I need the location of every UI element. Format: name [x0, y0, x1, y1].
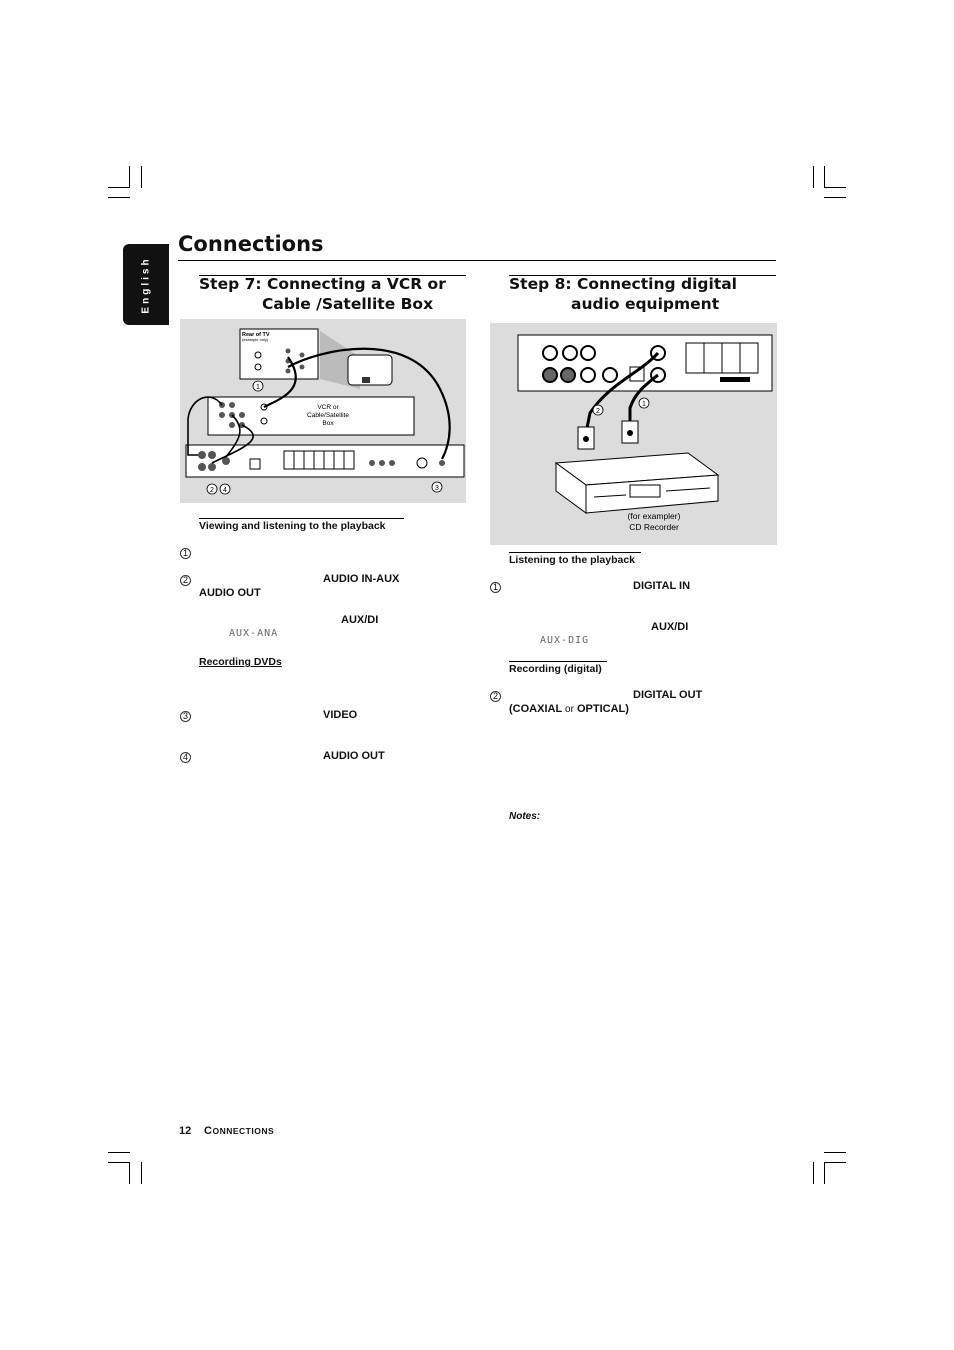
crop-mark — [108, 1152, 130, 1153]
recording-dvds-subheading: Recording DVDs — [199, 656, 282, 668]
tv-jack — [300, 353, 305, 358]
crop-mark — [141, 1162, 142, 1184]
or-text: or — [565, 704, 574, 715]
dvd-jack — [561, 368, 575, 382]
recording-digital-subheading: Recording (digital) — [509, 663, 602, 675]
digital-audio-figure — [490, 323, 777, 545]
page-title: Connections — [178, 232, 324, 256]
crop-mark — [824, 166, 825, 188]
step8-heading-line1: Step 8: Connecting digital — [509, 275, 737, 293]
crop-mark — [824, 1152, 846, 1153]
footer-section-title — [204, 1125, 274, 1137]
aux-dig-display: AUX-DIG — [540, 635, 590, 646]
audio-out-keyword-2: AUDIO OUT — [323, 750, 385, 762]
playback-subheading-rule — [199, 518, 404, 519]
vcr-box-label-line1: VCR or — [317, 404, 339, 411]
listening-subheading: Listening to the playback — [509, 554, 636, 566]
aux-di-keyword: AUX/DI — [341, 614, 379, 626]
vcr-jack — [219, 412, 225, 418]
step8-heading-line2: audio equipment — [571, 295, 720, 313]
dvd-svideo-jack — [417, 458, 427, 468]
rca-plug-tip — [627, 430, 633, 436]
crop-mark — [824, 187, 846, 188]
cd-recorder-label-line1: (for exampler) — [627, 511, 681, 521]
callout-3-label: 3 — [435, 485, 439, 492]
aux-ana-display: AUX-ANA — [229, 628, 279, 639]
crop-mark — [824, 1162, 846, 1163]
audio-out-keyword: AUDIO OUT — [199, 587, 261, 599]
tv-jack — [255, 364, 261, 370]
dvd-label-strip — [720, 377, 750, 382]
tv-connector — [362, 377, 370, 383]
step7-item2-number: 2 — [180, 575, 191, 586]
rca-plug-tip — [583, 436, 589, 442]
dvd-jack — [208, 463, 216, 471]
crop-mark — [141, 166, 142, 188]
listening-subheading-rule — [509, 552, 641, 553]
dvd-jack — [198, 463, 206, 471]
video-keyword: VIDEO — [323, 709, 358, 721]
vcr-box-label-line2: Cable/Satellite — [307, 412, 349, 419]
vcr-jack — [229, 422, 235, 428]
tv-jack — [286, 349, 291, 354]
cd-recorder-label-line2: CD Recorder — [629, 522, 679, 532]
crop-mark — [108, 1162, 130, 1163]
step7-item3-number: 3 — [180, 711, 191, 722]
crop-mark — [813, 166, 814, 188]
optical-keyword: OPTICAL) — [577, 703, 629, 715]
vcr-connection-figure — [180, 319, 466, 503]
crop-mark — [824, 1162, 825, 1184]
dvd-jack — [379, 460, 385, 466]
tv-label: Rear of TV — [242, 332, 270, 338]
recording-digital-subheading-rule — [509, 661, 607, 662]
title-rule — [178, 260, 776, 261]
vcr-connection-diagram — [180, 319, 466, 503]
cd-recorder-display — [630, 485, 660, 497]
dvd-jack — [389, 460, 395, 466]
callout-2-label: 2 — [210, 487, 214, 494]
playback-subheading: Viewing and listening to the playback — [199, 520, 386, 532]
vcr-box-label-line3: Box — [322, 420, 334, 427]
dvd-jack — [543, 368, 557, 382]
crop-mark — [108, 187, 130, 188]
dvd-jack — [369, 460, 375, 466]
page-number: 12 — [179, 1125, 192, 1137]
aux-di-keyword-2: AUX/DI — [651, 621, 689, 633]
dvd-jack — [603, 368, 617, 382]
step8-heading — [509, 274, 779, 314]
footer-section-rest: ONNECTIONS — [212, 1126, 275, 1136]
step7-item1-number: 1 — [180, 548, 191, 559]
tv-jack — [300, 365, 305, 370]
dvd-jack — [581, 346, 595, 360]
step7-heading-line2: Cable /Satellite Box — [262, 295, 434, 313]
footer-section-initial: C — [204, 1125, 213, 1137]
step8-item1-number: 1 — [490, 582, 501, 593]
crop-mark — [129, 166, 130, 188]
dvd-jack — [208, 451, 216, 459]
dvd-optical-port — [250, 459, 260, 469]
crop-mark — [824, 197, 846, 198]
crop-mark — [129, 1162, 130, 1184]
dvd-jack — [581, 368, 595, 382]
language-tab — [123, 244, 169, 325]
step7-heading-line1: Step 7: Connecting a VCR or — [199, 275, 446, 293]
vcr-jack — [239, 412, 245, 418]
callout-1-label: 1 — [256, 384, 260, 391]
notes-label: Notes: — [509, 811, 541, 822]
tv-jack — [286, 369, 291, 374]
dvd-jack — [563, 346, 577, 360]
step7-heading — [199, 274, 469, 314]
vcr-jack — [261, 418, 267, 424]
crop-mark — [108, 197, 130, 198]
language-tab-label: English — [140, 255, 152, 314]
digital-in-keyword: DIGITAL IN — [633, 580, 691, 592]
callout-2-label: 2 — [596, 408, 600, 415]
callout-4-label: 4 — [223, 487, 227, 494]
dvd-jack — [198, 451, 206, 459]
coaxial-keyword: (COAXIAL — [509, 703, 562, 715]
tv-sublabel: (example only) — [242, 337, 269, 342]
digital-audio-diagram — [490, 323, 777, 545]
audio-in-aux-keyword: AUDIO IN-AUX — [323, 573, 400, 585]
vcr-jack — [229, 402, 235, 408]
digital-out-keyword: DIGITAL OUT — [633, 689, 703, 701]
step7-item4-number: 4 — [180, 752, 191, 763]
step8-item2-number: 2 — [490, 691, 501, 702]
crop-mark — [813, 1162, 814, 1184]
tv-jack — [255, 352, 261, 358]
callout-1-label: 1 — [642, 401, 646, 408]
coaxial-optical-keyword — [509, 703, 629, 715]
dvd-jack — [439, 460, 445, 466]
dvd-jack — [543, 346, 557, 360]
